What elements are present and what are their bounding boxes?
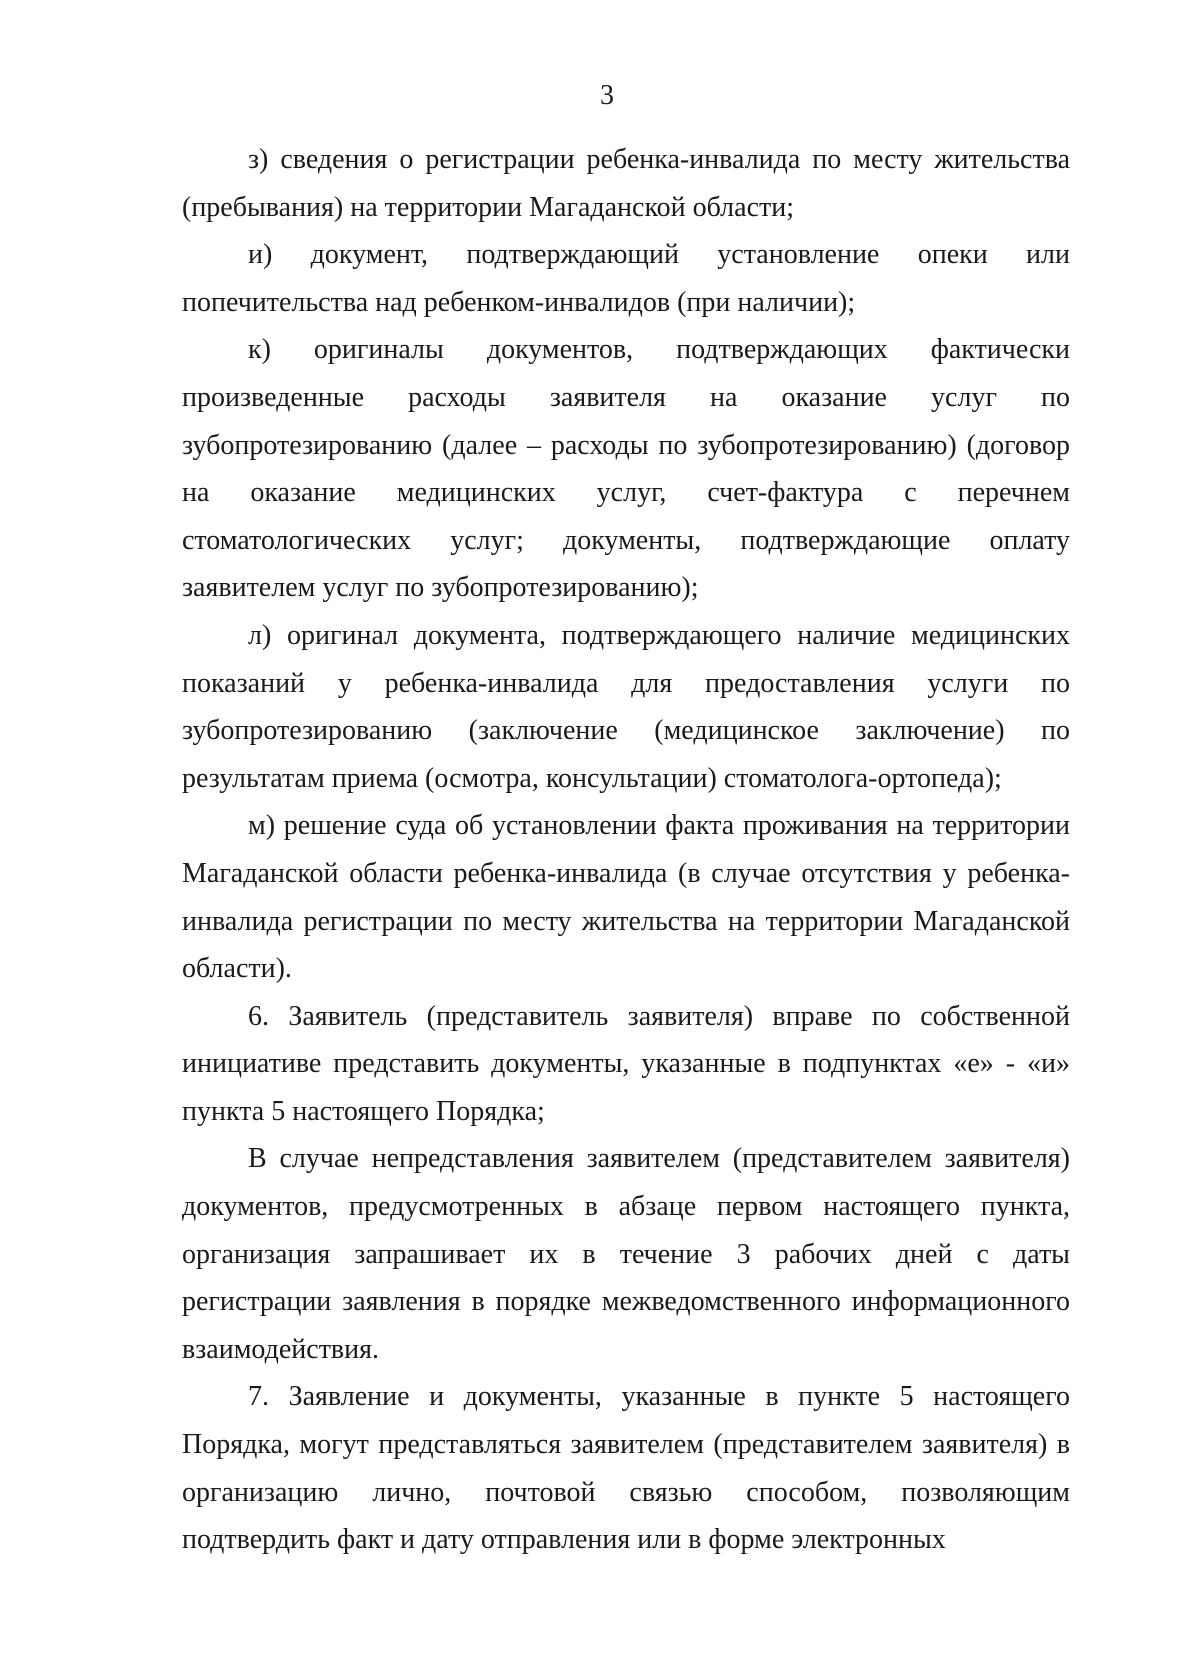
document-body bbox=[182, 136, 1070, 1564]
paragraph-clause-6-part-2: В случае непредставления заявителем (представителем заявителя) документов, предусмотренных в абзаце первом настоящего пункта, организация запрашивает их в течение 3 рабочих дней с даты регистрации заявления в порядке межведомственного информационного взаимодействия. bbox=[182, 1143, 1070, 1365]
paragraph-item-z: з) сведения о регистрации ребенка-инвалида по месту жительства (пребывания) на территории Магаданской области; bbox=[182, 144, 1070, 223]
paragraph-item-i: и) документ, подтверждающий установление опеки или попечительства над ребенком-инвалидов (при наличии); bbox=[182, 239, 1070, 318]
paragraph-clause-7: 7. Заявление и документы, указанные в пункте 5 настоящего Порядка, могут представляться заявителем (представителем заявителя) в организацию лично, почтовой связью способом, позволяющим подтвердить факт и дату отправления или в форме электронных bbox=[182, 1381, 1070, 1556]
page-number: 3 bbox=[600, 80, 614, 111]
paragraph-item-k: к) оригиналы документов, подтверждающих фактически произведенные расходы заявителя на оказание услуг по зубопротезированию (далее – расходы по зубопротезированию) (договор на оказание медицинских услуг, счет-фактура с перечнем стоматологических услуг; документы, подтверждающие оплату заявителем услуг по зубопротезированию); bbox=[182, 334, 1070, 604]
paragraph-item-l: л) оригинал документа, подтверждающего наличие медицинских показаний у ребенка-инвалида для предоставления услуги по зубопротезированию (заключение (медицинское заключение) по результатам приема (осмотра, консультации) стоматолога-ортопеда); bbox=[182, 619, 1070, 794]
paragraph-clause-6: 6. Заявитель (представитель заявителя) вправе по собственной инициативе представить документы, указанные в подпунктах «е» - «и» пункта 5 настоящего Порядка; bbox=[182, 1000, 1070, 1127]
paragraph-item-m: м) решение суда об установлении факта проживания на территории Магаданской области ребенка-инвалида (в случае отсутствия у ребенка-инвалида регистрации по месту жительства на территории Магаданской области). bbox=[182, 810, 1070, 985]
